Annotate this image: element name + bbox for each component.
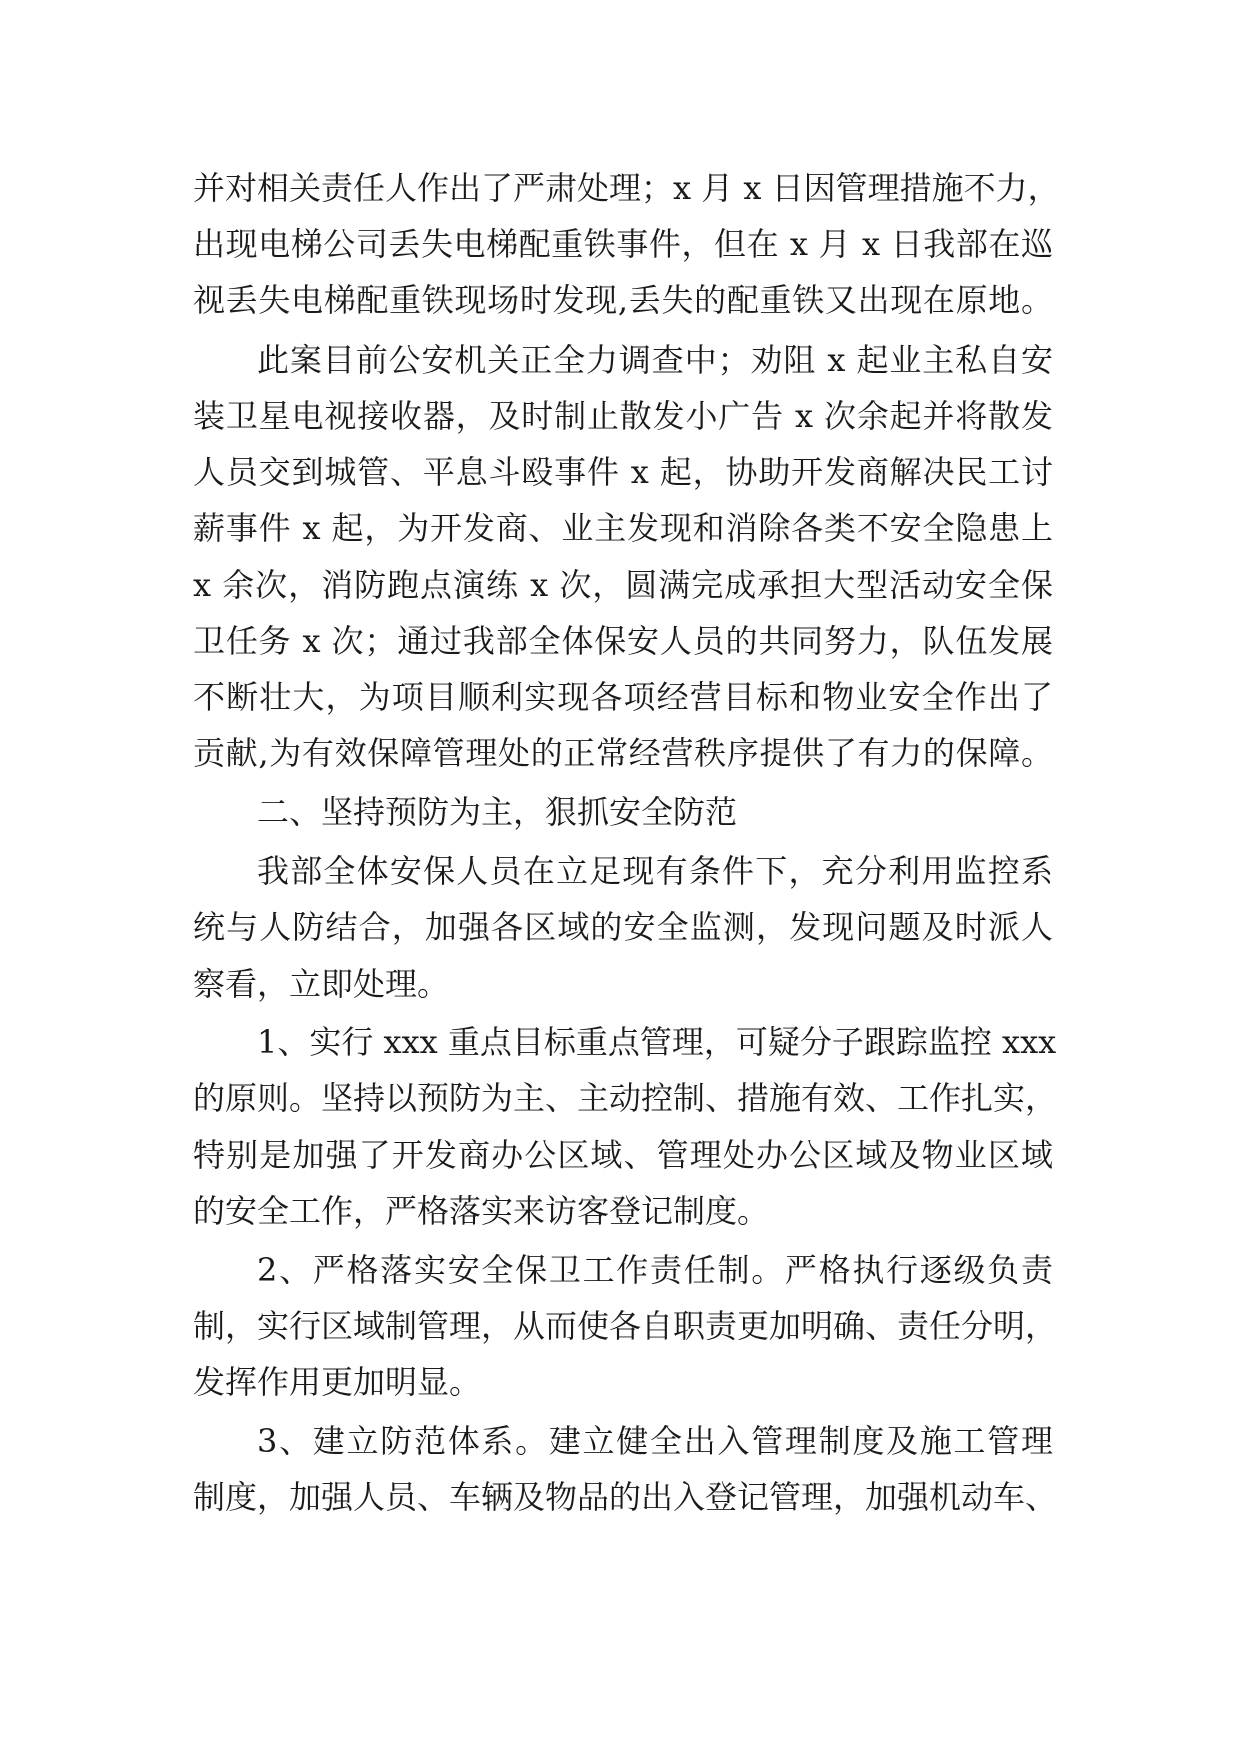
text-line: 我部全体安保人员在立足现有条件下，充分利用监控系: [257, 852, 1053, 890]
section-heading: 二、坚持预防为主，狠抓安全防范: [257, 793, 738, 831]
text-line: 制，实行区域制管理，从而使各自职责更加明确、责任分明，: [193, 1307, 1058, 1345]
text-line: 1、实行 xxx 重点目标重点管理，可疑分子跟踪监控 xxx: [257, 1023, 1057, 1061]
text-line: 薪事件 x 起，为开发商、业主发现和消除各类不安全隐患上: [193, 509, 1053, 547]
text-line: 出现电梯公司丢失电梯配重铁事件，但在 x 月 x 日我部在巡: [193, 225, 1053, 263]
text-line: 贡献,为有效保障管理处的正常经营秩序提供了有力的保障。: [193, 734, 1053, 772]
text-line: 统与人防结合，加强各区域的安全监测，发现问题及时派人: [193, 908, 1053, 946]
text-line: 发挥作用更加明显。: [193, 1363, 482, 1401]
text-line: 制度，加强人员、车辆及物品的出入登记管理，加强机动车、: [193, 1478, 1058, 1516]
text-line: 的安全工作，严格落实来访客登记制度。: [193, 1192, 770, 1230]
text-line: 不断壮大，为项目顺利实现各项经营目标和物业安全作出了: [193, 678, 1053, 716]
text-line: 特别是加强了开发商办公区域、管理处办公区域及物业区域: [193, 1136, 1053, 1174]
text-line: 人员交到城管、平息斗殴事件 x 起，协助开发商解决民工讨: [193, 453, 1053, 491]
text-line: 2、严格落实安全保卫工作责任制。严格执行逐级负责: [257, 1251, 1053, 1289]
text-line: 装卫星电视接收器，及时制止散发小广告 x 次余起并将散发: [193, 397, 1053, 435]
text-line: 卫任务 x 次；通过我部全体保安人员的共同努力，队伍发展: [193, 622, 1053, 660]
text-line: 察看，立即处理。: [193, 965, 450, 1003]
text-line: 3、建立防范体系。建立健全出入管理制度及施工管理: [257, 1422, 1053, 1460]
text-line: x 余次，消防跑点演练 x 次，圆满完成承担大型活动安全保: [193, 566, 1053, 604]
text-line: 的原则。坚持以预防为主、主动控制、措施有效、工作扎实，: [193, 1079, 1058, 1117]
text-line: 此案目前公安机关正全力调查中；劝阻 x 起业主私自安: [257, 341, 1053, 379]
text-line: 视丢失电梯配重铁现场时发现,丢失的配重铁又出现在原地。: [193, 281, 1053, 319]
text-line: 并对相关责任人作出了严肃处理；x 月 x 日因管理措施不力，: [193, 169, 1060, 207]
